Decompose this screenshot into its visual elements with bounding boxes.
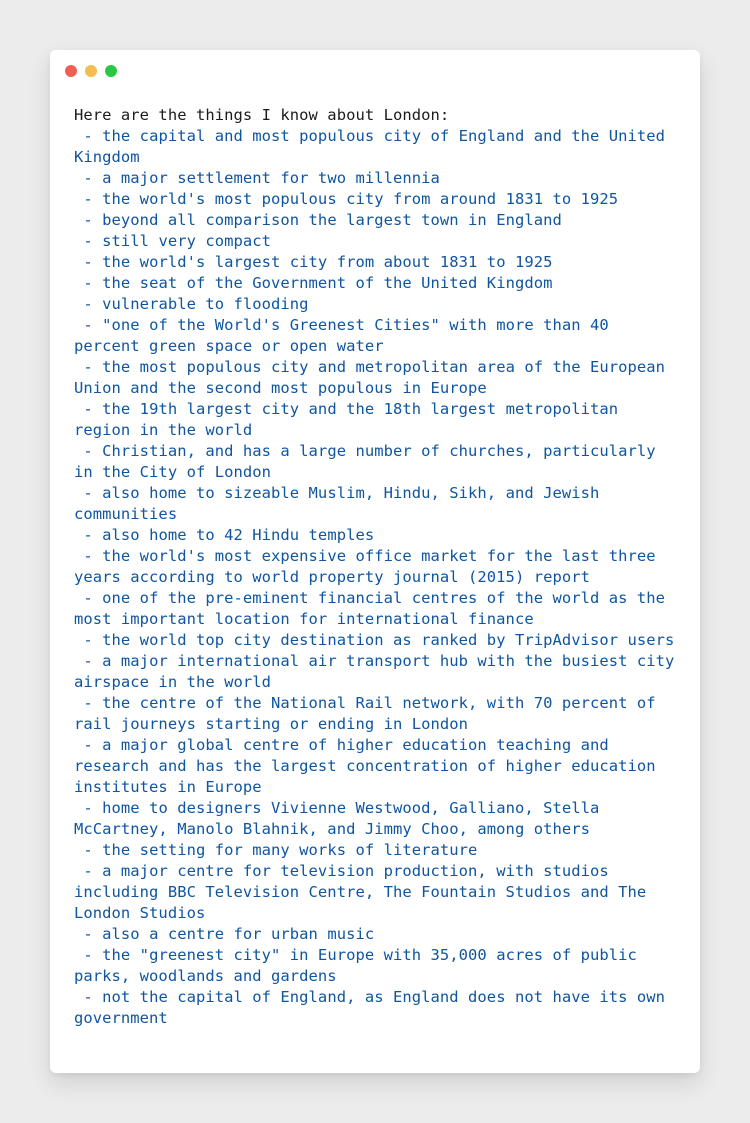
minimize-window-icon[interactable]	[85, 65, 97, 77]
list-item: - the seat of the Government of the United Kingdom	[74, 274, 553, 292]
maximize-window-icon[interactable]	[105, 65, 117, 77]
list-item: - the 19th largest city and the 18th largest metropolitan region in the world	[74, 400, 628, 439]
list-item: - one of the pre-eminent financial centres of the world as the most important location for international finance	[74, 589, 675, 628]
list-item: - the world's most populous city from around 1831 to 1925	[74, 190, 619, 208]
list-item: - vulnerable to flooding	[74, 295, 309, 313]
list-item: - home to designers Vivienne Westwood, Galliano, Stella McCartney, Manolo Blahnik, and Jimmy Choo, among others	[74, 799, 609, 838]
list-item: - the world's most expensive office market for the last three years according to world property journal (2015) report	[74, 547, 666, 586]
list-item: - the world top city destination as ranked by TripAdvisor users	[74, 631, 675, 649]
list-item: - also a centre for urban music	[74, 925, 375, 943]
list-item: - the capital and most populous city of England and the United Kingdom	[74, 127, 675, 166]
list-item: - Christian, and has a large number of churches, particularly in the City of London	[74, 442, 666, 481]
list-item: - not the capital of England, as England does not have its own government	[74, 988, 675, 1027]
list-item: - the "greenest city" in Europe with 35,000 acres of public parks, woodlands and gardens	[74, 946, 647, 985]
list-item: - also home to sizeable Muslim, Hindu, Sikh, and Jewish communities	[74, 484, 609, 523]
list-item: - the world's largest city from about 1831 to 1925	[74, 253, 553, 271]
list-item: - the setting for many works of literature	[74, 841, 478, 859]
window-controls	[65, 65, 117, 77]
list-item: - "one of the World's Greenest Cities" with more than 40 percent green space or open water	[74, 316, 619, 355]
list-item: - the most populous city and metropolitan area of the European Union and the second most populous in Europe	[74, 358, 675, 397]
terminal-window	[50, 50, 700, 1073]
fact-list	[74, 126, 684, 1029]
list-item: - a major global centre of higher education teaching and research and has the largest concentration of higher education institutes in Europe	[74, 736, 666, 796]
list-item: - still very compact	[74, 232, 272, 250]
list-item: - a major international air transport hub with the busiest city airspace in the world	[74, 652, 684, 691]
list-item: - beyond all comparison the largest town in England	[74, 211, 562, 229]
close-window-icon[interactable]	[65, 65, 77, 77]
list-item: - also home to 42 Hindu temples	[74, 526, 375, 544]
list-item: - a major settlement for two millennia	[74, 169, 440, 187]
list-item: - a major centre for television production, with studios including BBC Television Centre, The Fountain Studios and The London Studios	[74, 862, 656, 922]
terminal-output	[74, 105, 684, 1029]
list-item: - the centre of the National Rail network, with 70 percent of rail journeys starting or ending in London	[74, 694, 666, 733]
intro-line: Here are the things I know about London:	[74, 106, 450, 124]
